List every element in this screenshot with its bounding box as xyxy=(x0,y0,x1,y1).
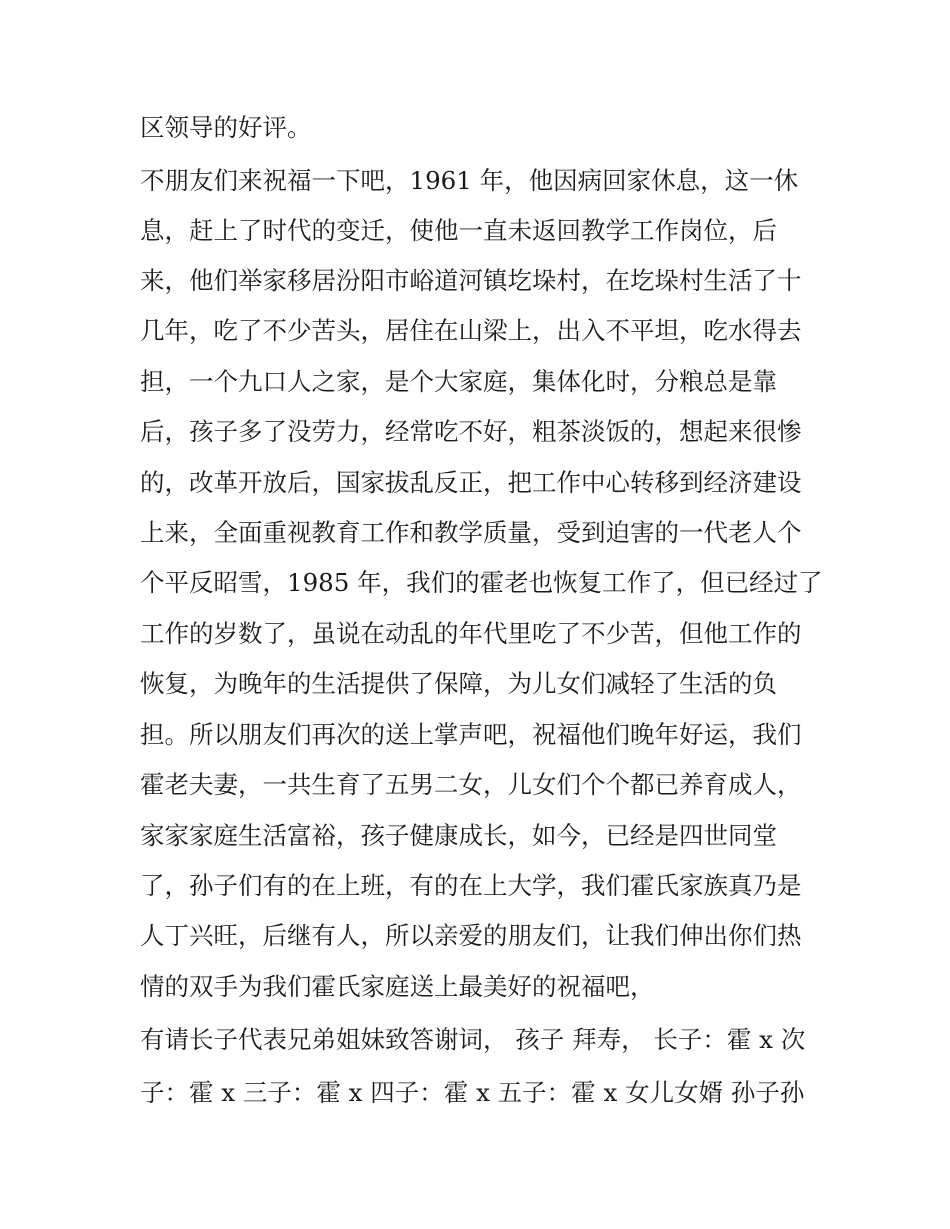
text-line: 几年，吃了不少苦头，居住在山梁上，出入不平坦，吃水得去 xyxy=(140,316,802,345)
text-line: 了，孙子们有的在上班，有的在上大学，我们霍氏家族真乃是 xyxy=(140,871,802,900)
text-line: 后，孩子多了没劳力，经常吃不好，粗茶淡饭的，想起来很惨 xyxy=(140,417,802,446)
text-line: 情的双手为我们霍氏家庭送上最美好的祝福吧， xyxy=(140,972,655,1001)
text-line: 人丁兴旺，后继有人，所以亲爱的朋友们，让我们伸出你们热 xyxy=(140,921,802,950)
text-line: 息，赶上了时代的变迁，使他一直未返回教学工作岗位，后 xyxy=(140,216,777,245)
text-line: 子：霍 x 三子：霍 x 四子：霍 x 五子：霍 x 女儿女婿 孙子孙 xyxy=(140,1078,805,1107)
text-line: 霍老夫妻，一共生育了五男二女，儿女们个个都已养育成人， xyxy=(140,770,802,799)
text-line: 个平反昭雪，1985 年，我们的霍老也恢复工作了，但已经过了 xyxy=(140,568,823,597)
text-line: 担。所以朋友们再次的送上掌声吧，祝福他们晚年好运，我们 xyxy=(140,720,802,749)
text-line: 恢复，为晚年的生活提供了保障，为儿女们减轻了生活的负 xyxy=(140,669,777,698)
text-line: 不朋友们来祝福一下吧，1961 年，他因病回家休息，这一休 xyxy=(140,166,799,195)
text-line: 家家家庭生活富裕，孩子健康成长，如今，已经是四世同堂 xyxy=(140,821,777,850)
text-line: 有请长子代表兄弟姐妹致答谢词， 孩子 拜寿， 长子：霍 x 次 xyxy=(140,1025,806,1054)
text-line: 担，一个九口人之家，是个大家庭，集体化时，分粮总是靠 xyxy=(140,367,777,396)
text-line: 工作的岁数了，虽说在动乱的年代里吃了不少苦，但他工作的 xyxy=(140,619,802,648)
text-line: 上来，全面重视教育工作和教学质量，受到迫害的一代老人个 xyxy=(140,518,802,547)
text-line: 的，改革开放后，国家拔乱反正，把工作中心转移到经济建设 xyxy=(140,468,802,497)
text-line: 来，他们举家移居汾阳市峪道河镇圪垛村，在圪垛村生活了十 xyxy=(140,266,802,295)
text-line: 区领导的好评。 xyxy=(140,113,312,142)
